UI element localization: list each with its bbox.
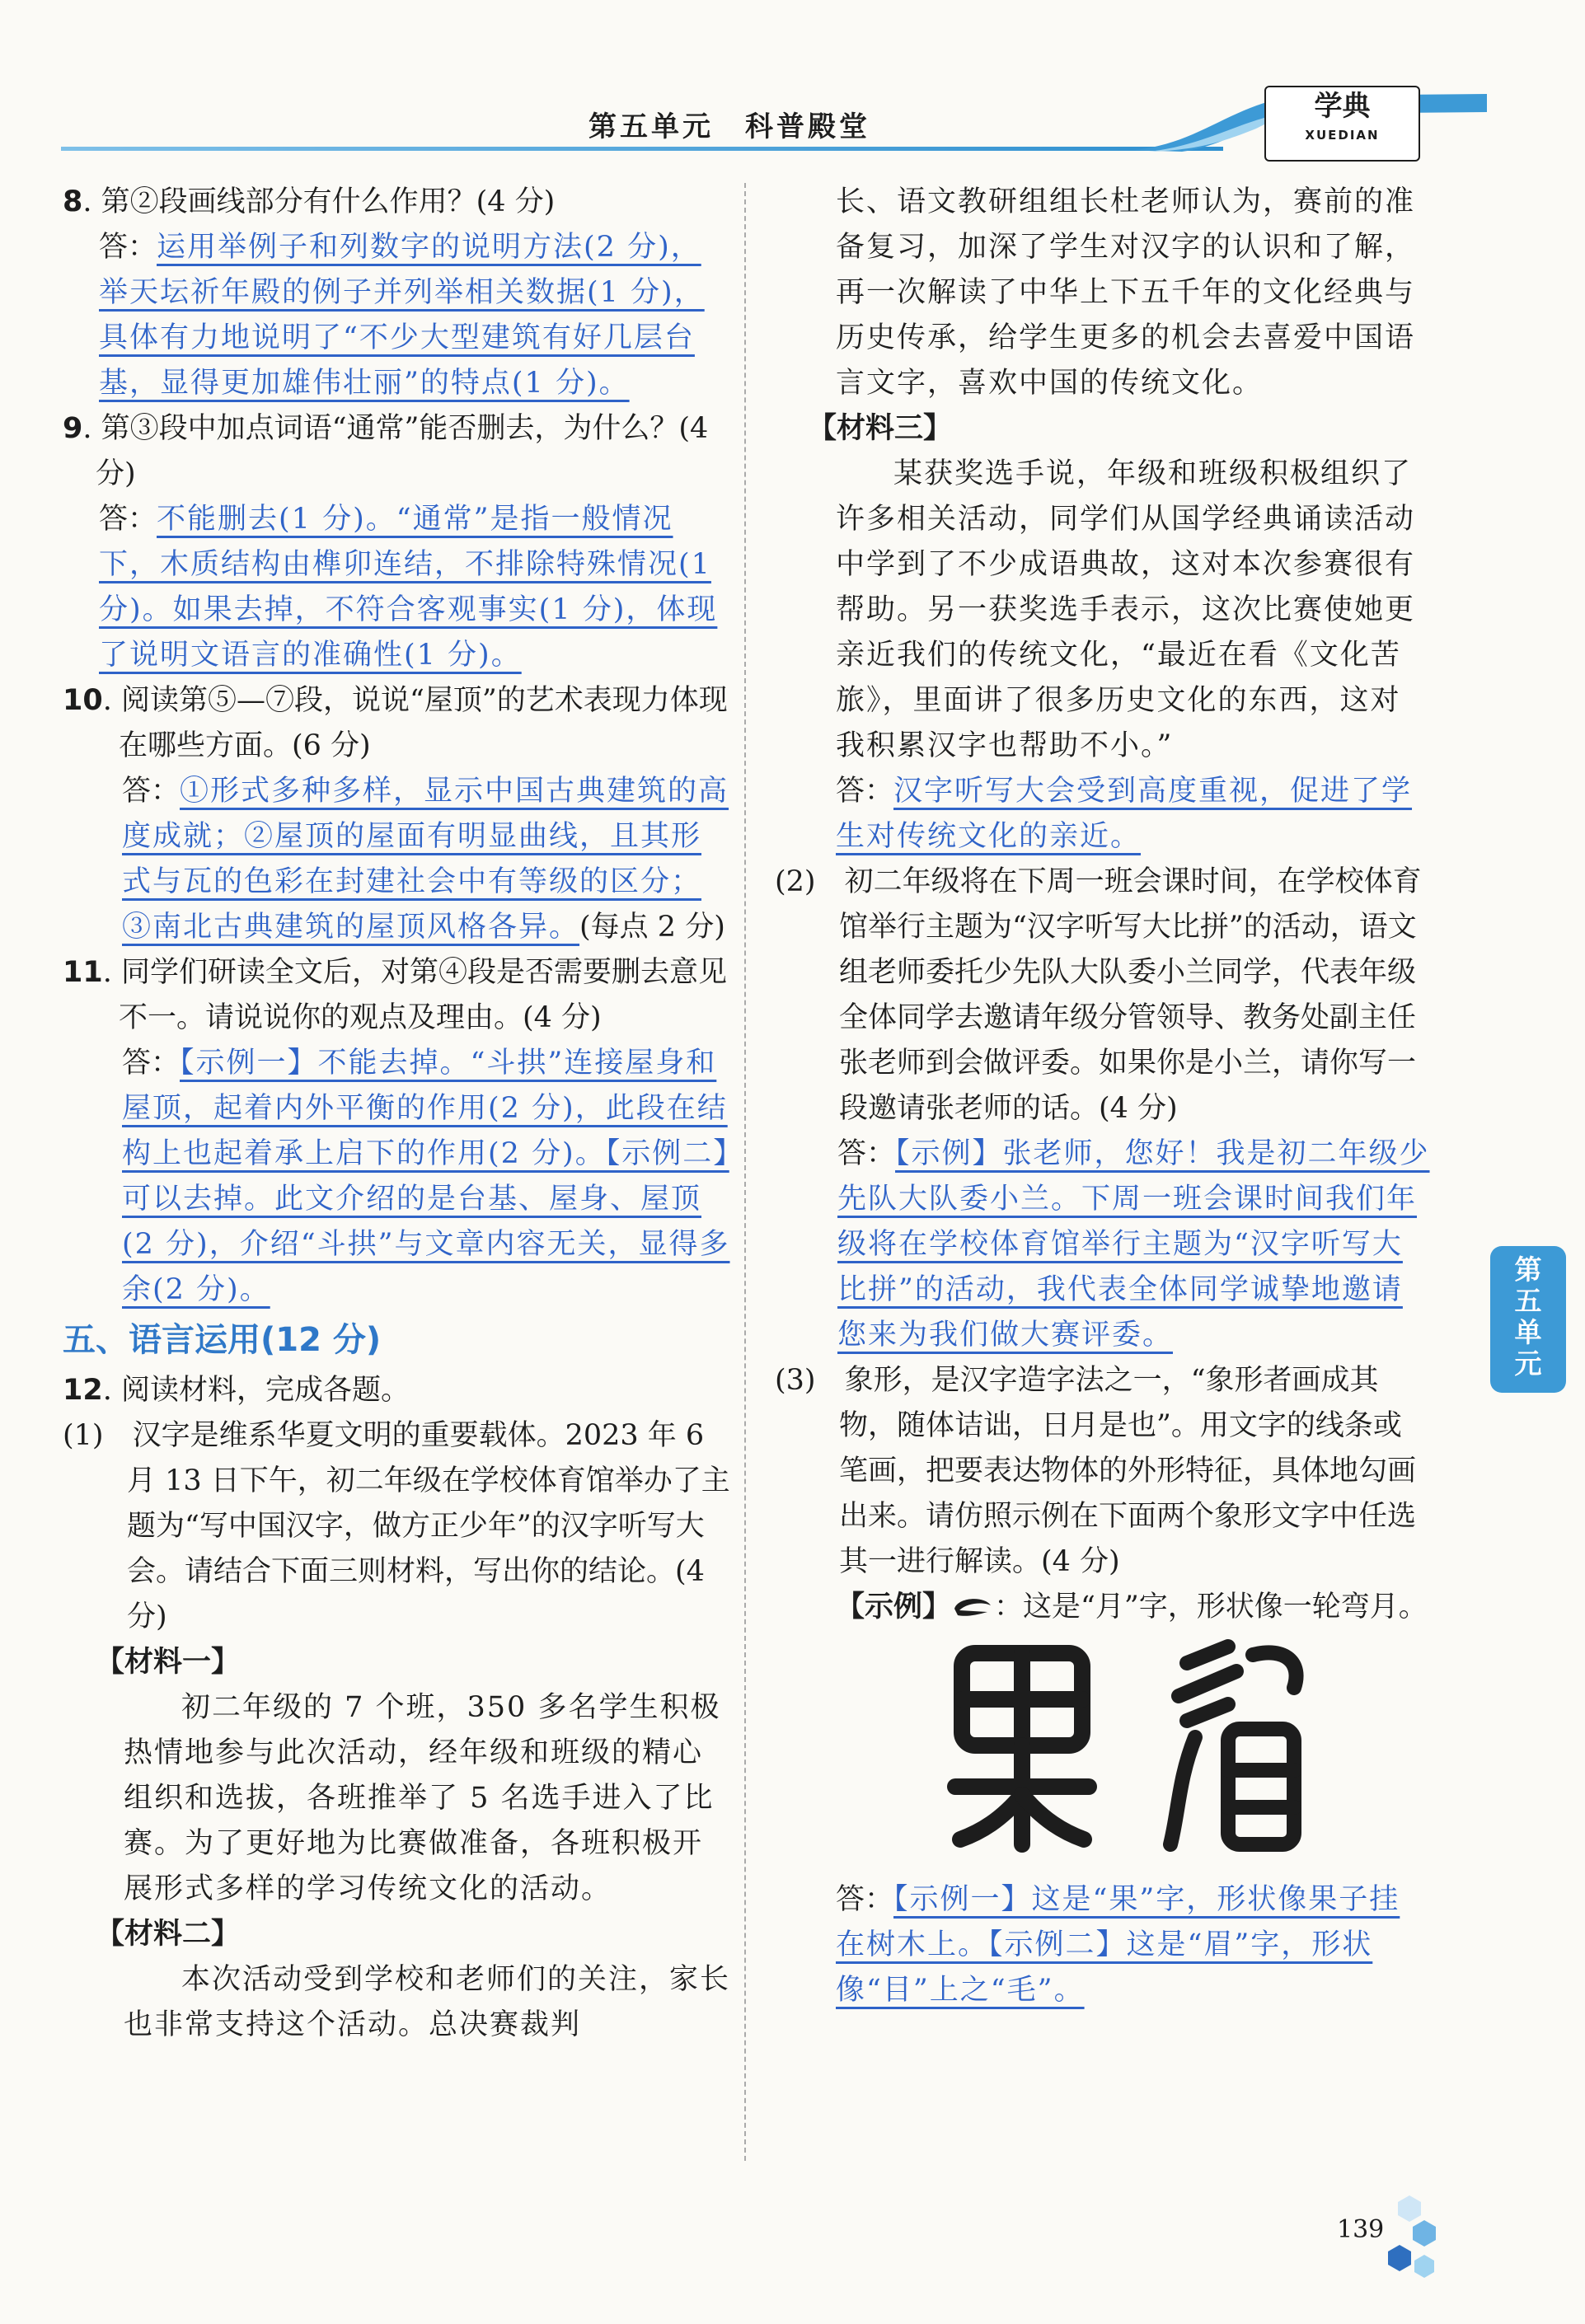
side-tab-char: 单 (1514, 1316, 1542, 1348)
answer-text: 汉字听写大会受到高度重视，促进了学生对传统文化的亲近。 (836, 775, 1413, 853)
question-10 (63, 678, 730, 769)
answer-10 (63, 769, 730, 950)
material-2-continued: 长、语文教研组组长杜老师认为，赛前的准备复习，加深了学生对汉字的认识和了解，再一次解读了中华上下五千年的文化经典与历史传承，给学生更多的机会去喜爱中国语言文字，喜欢中国的传统文化。 (836, 185, 1416, 400)
answer-label: 答： (122, 1047, 181, 1080)
material-2-label: 【材料二】 (96, 1918, 241, 1951)
hexagon-decoration-icon (1376, 2192, 1442, 2283)
header-rule (61, 147, 1223, 151)
material-3-label: 【材料三】 (808, 412, 953, 445)
answer-text: 【示例】张老师，您好！我是初二年级少先队大队委小兰。下周一班会课时间我们年级将在学校体育馆举行主题为“汉字听写大比拼”的活动，我代表全体同学诚挚地邀请您来为我们做大赛评委。 (837, 1137, 1430, 1352)
answer-text: 【示例一】不能去掉。“斗拱”连接屋身和屋顶，起着内外平衡的作用(2 分)，此段在结构上也起着承上启下的作用(2 分)。【示例二】可以去掉。此文介绍的是台基、屋身、屋顶(2 分)，介绍“斗拱”与文章内容无关，显得多余(2 分)。 (122, 1047, 730, 1306)
answer-score-note: (每点 2 分) (579, 911, 725, 944)
section-heading-language-use: 五、语言运用(12 分) (63, 1321, 382, 1359)
question-number: 12 (63, 1374, 103, 1407)
answer-text: ①形式多种多样，显示中国古典建筑的高度成就；②屋顶的屋面有明显曲线，且其形式与瓦的色彩在封建社会中有等级的区分；③南北古典建筑的屋顶风格各异。 (122, 775, 729, 944)
question-text: . 第③段中加点词语“通常”能否删去，为什么？(4 分) (82, 412, 709, 490)
answer-label: 答： (837, 1137, 896, 1170)
answer-8 (63, 225, 730, 406)
xuedian-logo (1264, 86, 1420, 162)
question-number: 10 (63, 684, 103, 717)
answer-label: 答： (99, 503, 157, 536)
right-column (775, 180, 1430, 2013)
page-header (61, 79, 1421, 170)
question-number: 9 (63, 412, 83, 445)
answer-label: 答： (836, 1883, 894, 1916)
sub-question-3-answer (775, 1877, 1430, 2013)
seal-moon-glyph-icon (951, 1594, 994, 1624)
example-label: 【示例】 (836, 1591, 952, 1624)
material-2-text: 本次活动受到学校和老师们的关注，家长也非常支持这个活动。总决赛裁判 (124, 1963, 731, 2041)
answer-label: 答： (122, 775, 181, 808)
sub-question-1-answer (775, 769, 1430, 860)
left-column (63, 180, 730, 2048)
question-text: . 同学们研读全文后，对第④段是否需要删去意见不一。请说说你的观点及理由。(4 分) (102, 956, 727, 1034)
sub-question-text: 汉字是维系华夏文明的重要载体。2023 年 6 月 13 日下午，初二年级在学校体育馆举办了主题为“写中国汉字，做方正少年”的汉字听写大会。请结合下面三则材料，写出你的结论。(4 分) (127, 1419, 730, 1633)
unit-title: 第五单元 科普殿堂 (589, 110, 870, 143)
answer-text: 运用举例子和列数字的说明方法(2 分)，举天坛祈年殿的例子并列举相关数据(1 分)，具体有力地说明了“不少大型建筑有好几层台基，显得更加雄伟壮丽”的特点(1 分)。 (99, 231, 705, 400)
sub-question-2-answer (775, 1132, 1430, 1358)
logo-english: XUEDIAN (1305, 128, 1380, 143)
example-text: ：这是“月”字，形状像一轮弯月。 (994, 1591, 1428, 1624)
sub-question-3 (775, 1358, 1430, 1585)
sub-question-2 (775, 860, 1430, 1132)
material-1-label: 【材料一】 (96, 1646, 241, 1679)
answer-9 (63, 497, 730, 678)
column-divider (744, 183, 746, 2161)
unit-side-tab (1490, 1246, 1566, 1393)
seal-characters (775, 1630, 1430, 1877)
answer-text: 【示例一】这是“果”字，形状像果子挂在树木上。【示例二】这是“眉”字，形状像“目”上之“毛”。 (836, 1883, 1400, 2007)
question-11 (63, 950, 730, 1041)
question-text: . 阅读第⑤—⑦段，说说“屋顶”的艺术表现力体现在哪些方面。(6 分) (102, 684, 728, 762)
sub-question-label: (3) (775, 1364, 816, 1397)
sub-question-text: 象形，是汉字造字法之一，“象形者画成其物，随体诘诎，日月是也”。用文字的线条或笔画，把要表达物体的外形特征，具体地勾画出来。请仿照示例在下面两个象形文字中任选其一进行解读。(4 分) (839, 1364, 1417, 1578)
sub-question-label: (1) (63, 1419, 104, 1452)
seal-mei-glyph-icon (1162, 1638, 1319, 1853)
answer-label: 答： (99, 231, 157, 264)
material-1-text: 初二年级的 7 个班，350 多名学生积极热情地参与此次活动，经年级和班级的精心组织和选拔，各班推举了 5 名选手进入了比赛。为了更好地为比赛做准备，各班积极开展形式多样的学习传统文化的活动。 (124, 1691, 721, 1905)
answer-text: 不能删去(1 分)。“通常”是指一般情况下，木质结构由榫卯连结，不排除特殊情况(1 分)。如果去掉，不符合客观事实(1 分)，体现了说明文语言的准确性(1 分)。 (99, 503, 718, 672)
question-8 (63, 180, 730, 225)
side-tab-char: 第 (1514, 1253, 1542, 1286)
question-number: 11 (63, 956, 103, 989)
question-text: . 阅读材料，完成各题。 (102, 1374, 410, 1407)
page-number: 139 (1337, 2215, 1385, 2244)
sub-question-label: (2) (775, 865, 816, 898)
seal-guo-glyph-icon (944, 1638, 1100, 1853)
sub-question-1 (63, 1413, 730, 1640)
answer-label: 答： (836, 775, 894, 808)
question-text: . 第②段画线部分有什么作用？(4 分) (82, 185, 556, 218)
material-3-text: 某获奖选手说，年级和班级积极组织了许多相关活动，同学们从国学经典诵读活动中学到了不少成语典故，这对本次参赛很有帮助。另一获奖选手表示，这次比赛使她更亲近我们的传统文化，“最近在看《文化苦旅》，里面讲了很多历史文化的东西，这对我积累汉字也帮助不小。” (836, 457, 1416, 762)
question-9 (63, 406, 730, 497)
example-line (775, 1585, 1430, 1630)
question-number: 8 (63, 185, 83, 218)
question-12 (63, 1368, 730, 1413)
sub-question-text: 初二年级将在下周一班会课时间，在学校体育馆举行主题为“汉字听写大比拼”的活动，语文组老师委托少先队大队委小兰同学，代表年级全体同学去邀请年级分管领导、教务处副主任张老师到会做评委。如果你是小兰，请你写一段邀请张老师的话。(4 分) (839, 865, 1422, 1125)
side-tab-char: 元 (1514, 1347, 1542, 1380)
logo-chinese: 学典 (1314, 90, 1371, 123)
side-tab-char: 五 (1514, 1285, 1542, 1317)
answer-11 (63, 1041, 730, 1313)
